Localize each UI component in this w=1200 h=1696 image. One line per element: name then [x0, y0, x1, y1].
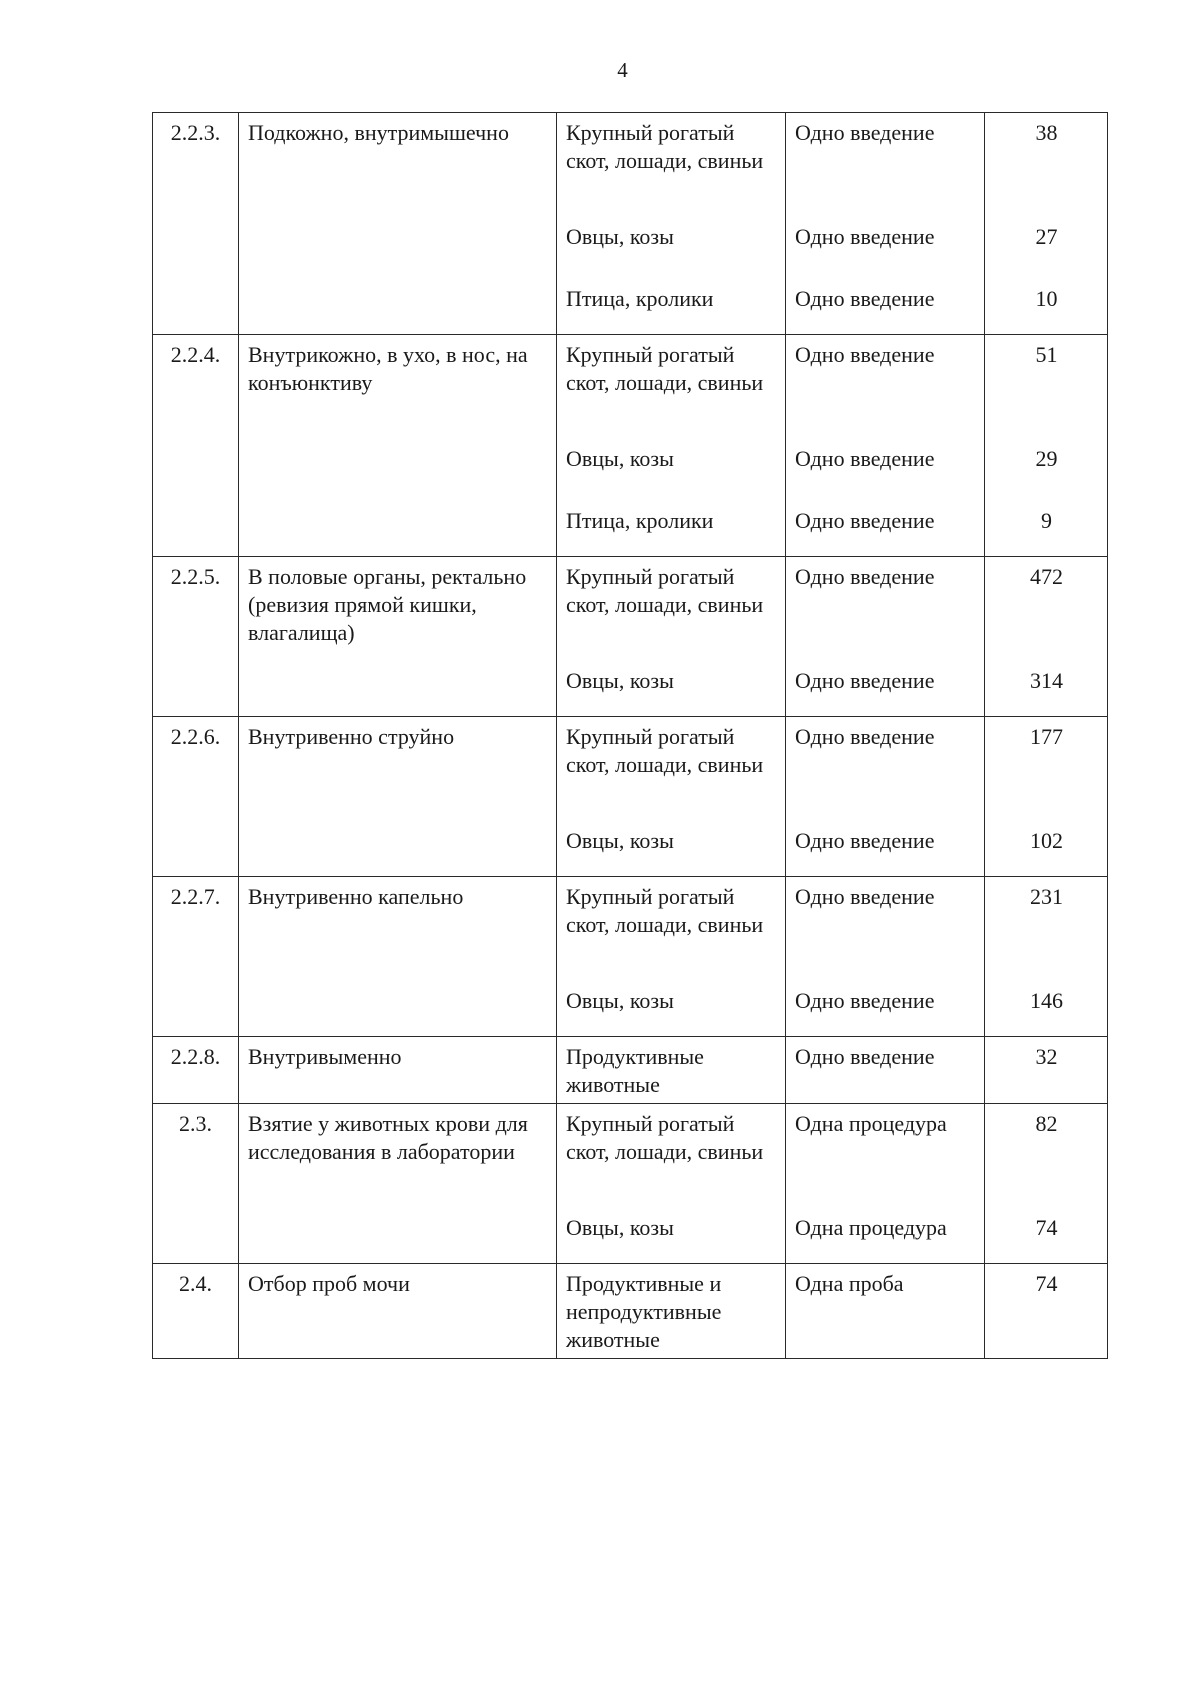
animal-type: Овцы, козы	[557, 653, 786, 717]
price-value: 314	[985, 653, 1108, 717]
procedure-method: Внутривенно капельно	[239, 877, 557, 1037]
item-number: 2.2.6.	[153, 717, 239, 877]
price-value: 9	[985, 493, 1108, 557]
procedure-method: В половые органы, ректально (ревизия прямой кишки, влагалища)	[239, 557, 557, 717]
price-value: 10	[985, 271, 1108, 335]
price-value: 74	[985, 1200, 1108, 1264]
animal-type: Крупный рогатый скот, лошади, свиньи	[557, 717, 786, 813]
unit-of-service: Одно введение	[786, 271, 985, 335]
unit-of-service: Одно введение	[786, 431, 985, 493]
table-row	[153, 1264, 1108, 1359]
animal-type: Крупный рогатый скот, лошади, свиньи	[557, 113, 786, 209]
price-value: 27	[985, 209, 1108, 271]
price-value: 32	[985, 1037, 1108, 1104]
unit-of-service: Одно введение	[786, 877, 985, 973]
unit-of-service: Одно введение	[786, 653, 985, 717]
table-row	[153, 717, 1108, 813]
item-number: 2.4.	[153, 1264, 239, 1359]
price-value: 472	[985, 557, 1108, 653]
item-number: 2.3.	[153, 1104, 239, 1264]
unit-of-service: Одно введение	[786, 717, 985, 813]
procedure-method: Внутривыменно	[239, 1037, 557, 1104]
table-row	[153, 335, 1108, 431]
item-number: 2.2.4.	[153, 335, 239, 557]
unit-of-service: Одна процедура	[786, 1104, 985, 1200]
price-value: 177	[985, 717, 1108, 813]
procedure-method: Отбор проб мочи	[239, 1264, 557, 1359]
animal-type: Продуктивные и непродуктивные животные	[557, 1264, 786, 1359]
animal-type: Крупный рогатый скот, лошади, свиньи	[557, 877, 786, 973]
table-row	[153, 1037, 1108, 1104]
table-body	[153, 113, 1108, 1359]
unit-of-service: Одно введение	[786, 335, 985, 431]
animal-type: Овцы, козы	[557, 1200, 786, 1264]
animal-type: Птица, кролики	[557, 493, 786, 557]
animal-type: Крупный рогатый скот, лошади, свиньи	[557, 1104, 786, 1200]
animal-type: Крупный рогатый скот, лошади, свиньи	[557, 557, 786, 653]
procedure-method: Внутрикожно, в ухо, в нос, на конъюнктиву	[239, 335, 557, 557]
animal-type: Овцы, козы	[557, 431, 786, 493]
animal-type: Продуктивные животные	[557, 1037, 786, 1104]
unit-of-service: Одно введение	[786, 973, 985, 1037]
unit-of-service: Одна процедура	[786, 1200, 985, 1264]
price-value: 38	[985, 113, 1108, 209]
animal-type: Овцы, козы	[557, 209, 786, 271]
table-row	[153, 113, 1108, 209]
unit-of-service: Одно введение	[786, 557, 985, 653]
animal-type: Овцы, козы	[557, 813, 786, 877]
price-value: 29	[985, 431, 1108, 493]
item-number: 2.2.7.	[153, 877, 239, 1037]
table-row	[153, 557, 1108, 653]
price-value: 82	[985, 1104, 1108, 1200]
animal-type: Крупный рогатый скот, лошади, свиньи	[557, 335, 786, 431]
price-value: 51	[985, 335, 1108, 431]
animal-type: Птица, кролики	[557, 271, 786, 335]
price-value: 146	[985, 973, 1108, 1037]
table-row	[153, 1104, 1108, 1200]
unit-of-service: Одно введение	[786, 209, 985, 271]
price-value: 102	[985, 813, 1108, 877]
item-number: 2.2.8.	[153, 1037, 239, 1104]
unit-of-service: Одна проба	[786, 1264, 985, 1359]
animal-type: Овцы, козы	[557, 973, 786, 1037]
item-number: 2.2.3.	[153, 113, 239, 335]
unit-of-service: Одно введение	[786, 1037, 985, 1104]
tariff-table	[152, 112, 1108, 1359]
procedure-method: Внутривенно струйно	[239, 717, 557, 877]
item-number: 2.2.5.	[153, 557, 239, 717]
procedure-method: Подкожно, внутримышечно	[239, 113, 557, 335]
procedure-method: Взятие у животных крови для исследования в лаборатории	[239, 1104, 557, 1264]
unit-of-service: Одно введение	[786, 113, 985, 209]
price-value: 74	[985, 1264, 1108, 1359]
unit-of-service: Одно введение	[786, 813, 985, 877]
page-number: 4	[617, 58, 628, 82]
table-row	[153, 877, 1108, 973]
unit-of-service: Одно введение	[786, 493, 985, 557]
price-value: 231	[985, 877, 1108, 973]
